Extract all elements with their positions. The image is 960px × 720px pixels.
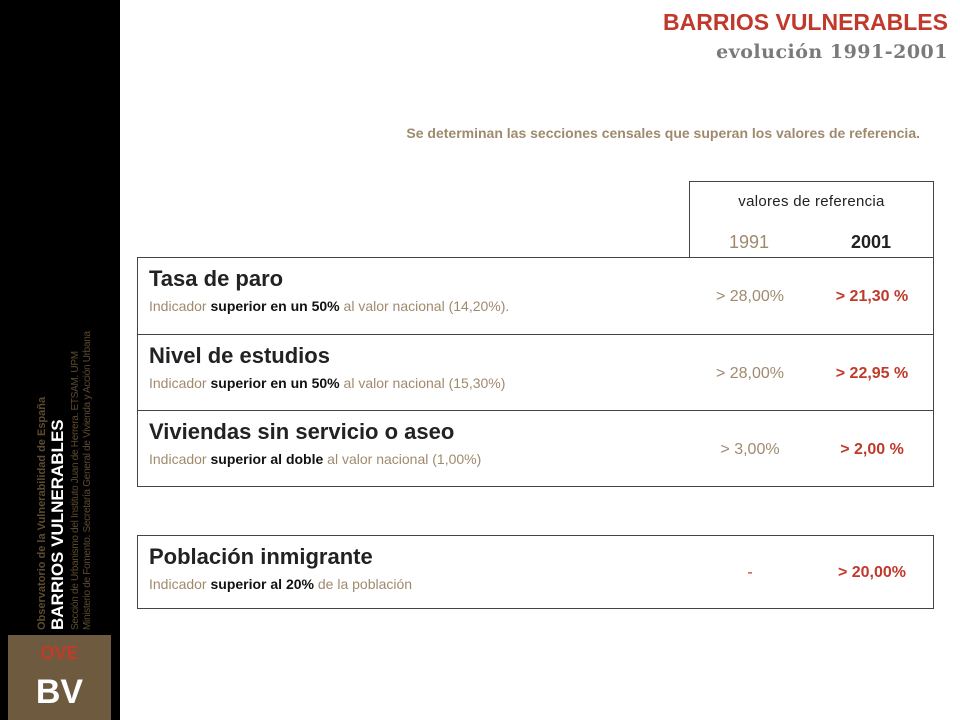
logo (8, 635, 111, 720)
value-1991: > 28,00% (715, 288, 785, 305)
indicator-name: Tasa de paro (149, 266, 284, 291)
indicator-description: Indicador superior al doble al valor nacional (1,00%) (149, 451, 482, 467)
page-title: BARRIOS VULNERABLES (663, 9, 948, 35)
value-2001: > 21,30 % (835, 288, 909, 305)
year-2001-header: 2001 (850, 232, 892, 252)
indicator-name: Población inmigrante (149, 544, 373, 569)
value-1991: > 3,00% (720, 441, 780, 458)
institution-line: Sección de Urbanismo del Instituto Juan de Herrera. ETSAM. UPM (70, 351, 81, 630)
value-2001: > 22,95 % (835, 365, 909, 382)
indicator-row-nivel-de-estudios (138, 334, 933, 410)
intro-text: Se determinan las secciones censales que superan los valores de referencia. (406, 125, 920, 141)
logo-bv-text: BV (35, 673, 84, 711)
indicator-name: Nivel de estudios (149, 343, 330, 368)
indicator-table (137, 257, 934, 487)
year-1991-header: 1991 (728, 232, 770, 252)
sidebar (0, 0, 120, 720)
value-1991: - (747, 564, 753, 581)
indicator-description: Indicador superior en un 50% al valor nacional (15,30%) (149, 375, 506, 391)
indicator-name: Viviendas sin servicio o aseo (149, 419, 455, 444)
indicator-description: Indicador superior al 20% de la población (149, 576, 413, 592)
page-subtitle: evolución 1991-2001 (716, 41, 948, 63)
value-1991: > 28,00% (715, 365, 785, 382)
indicator-row-tasa-de-paro (138, 258, 933, 334)
logo-ove-text: OVE (40, 643, 79, 663)
indicator-row-poblacion-inmigrante (138, 536, 933, 608)
ministry-line: Ministerio de Fomento. Secretaría General de Vivienda y Acción Urbana (82, 331, 93, 630)
indicator-description: Indicador superior en un 50% al valor nacional (14,20%). (149, 298, 510, 314)
indicator-row-viviendas (138, 410, 933, 486)
value-2001: > 2,00 % (840, 441, 904, 458)
project-name: BARRIOS VULNERABLES (48, 419, 67, 630)
sidebar-text (36, 90, 106, 630)
value-2001: > 20,00% (837, 564, 907, 581)
reference-header (689, 181, 934, 258)
reference-title: valores de referencia (738, 193, 885, 210)
immigration-table (137, 535, 934, 609)
observatory-name: Observatorio de la Vulnerabilidad de España (36, 396, 48, 630)
